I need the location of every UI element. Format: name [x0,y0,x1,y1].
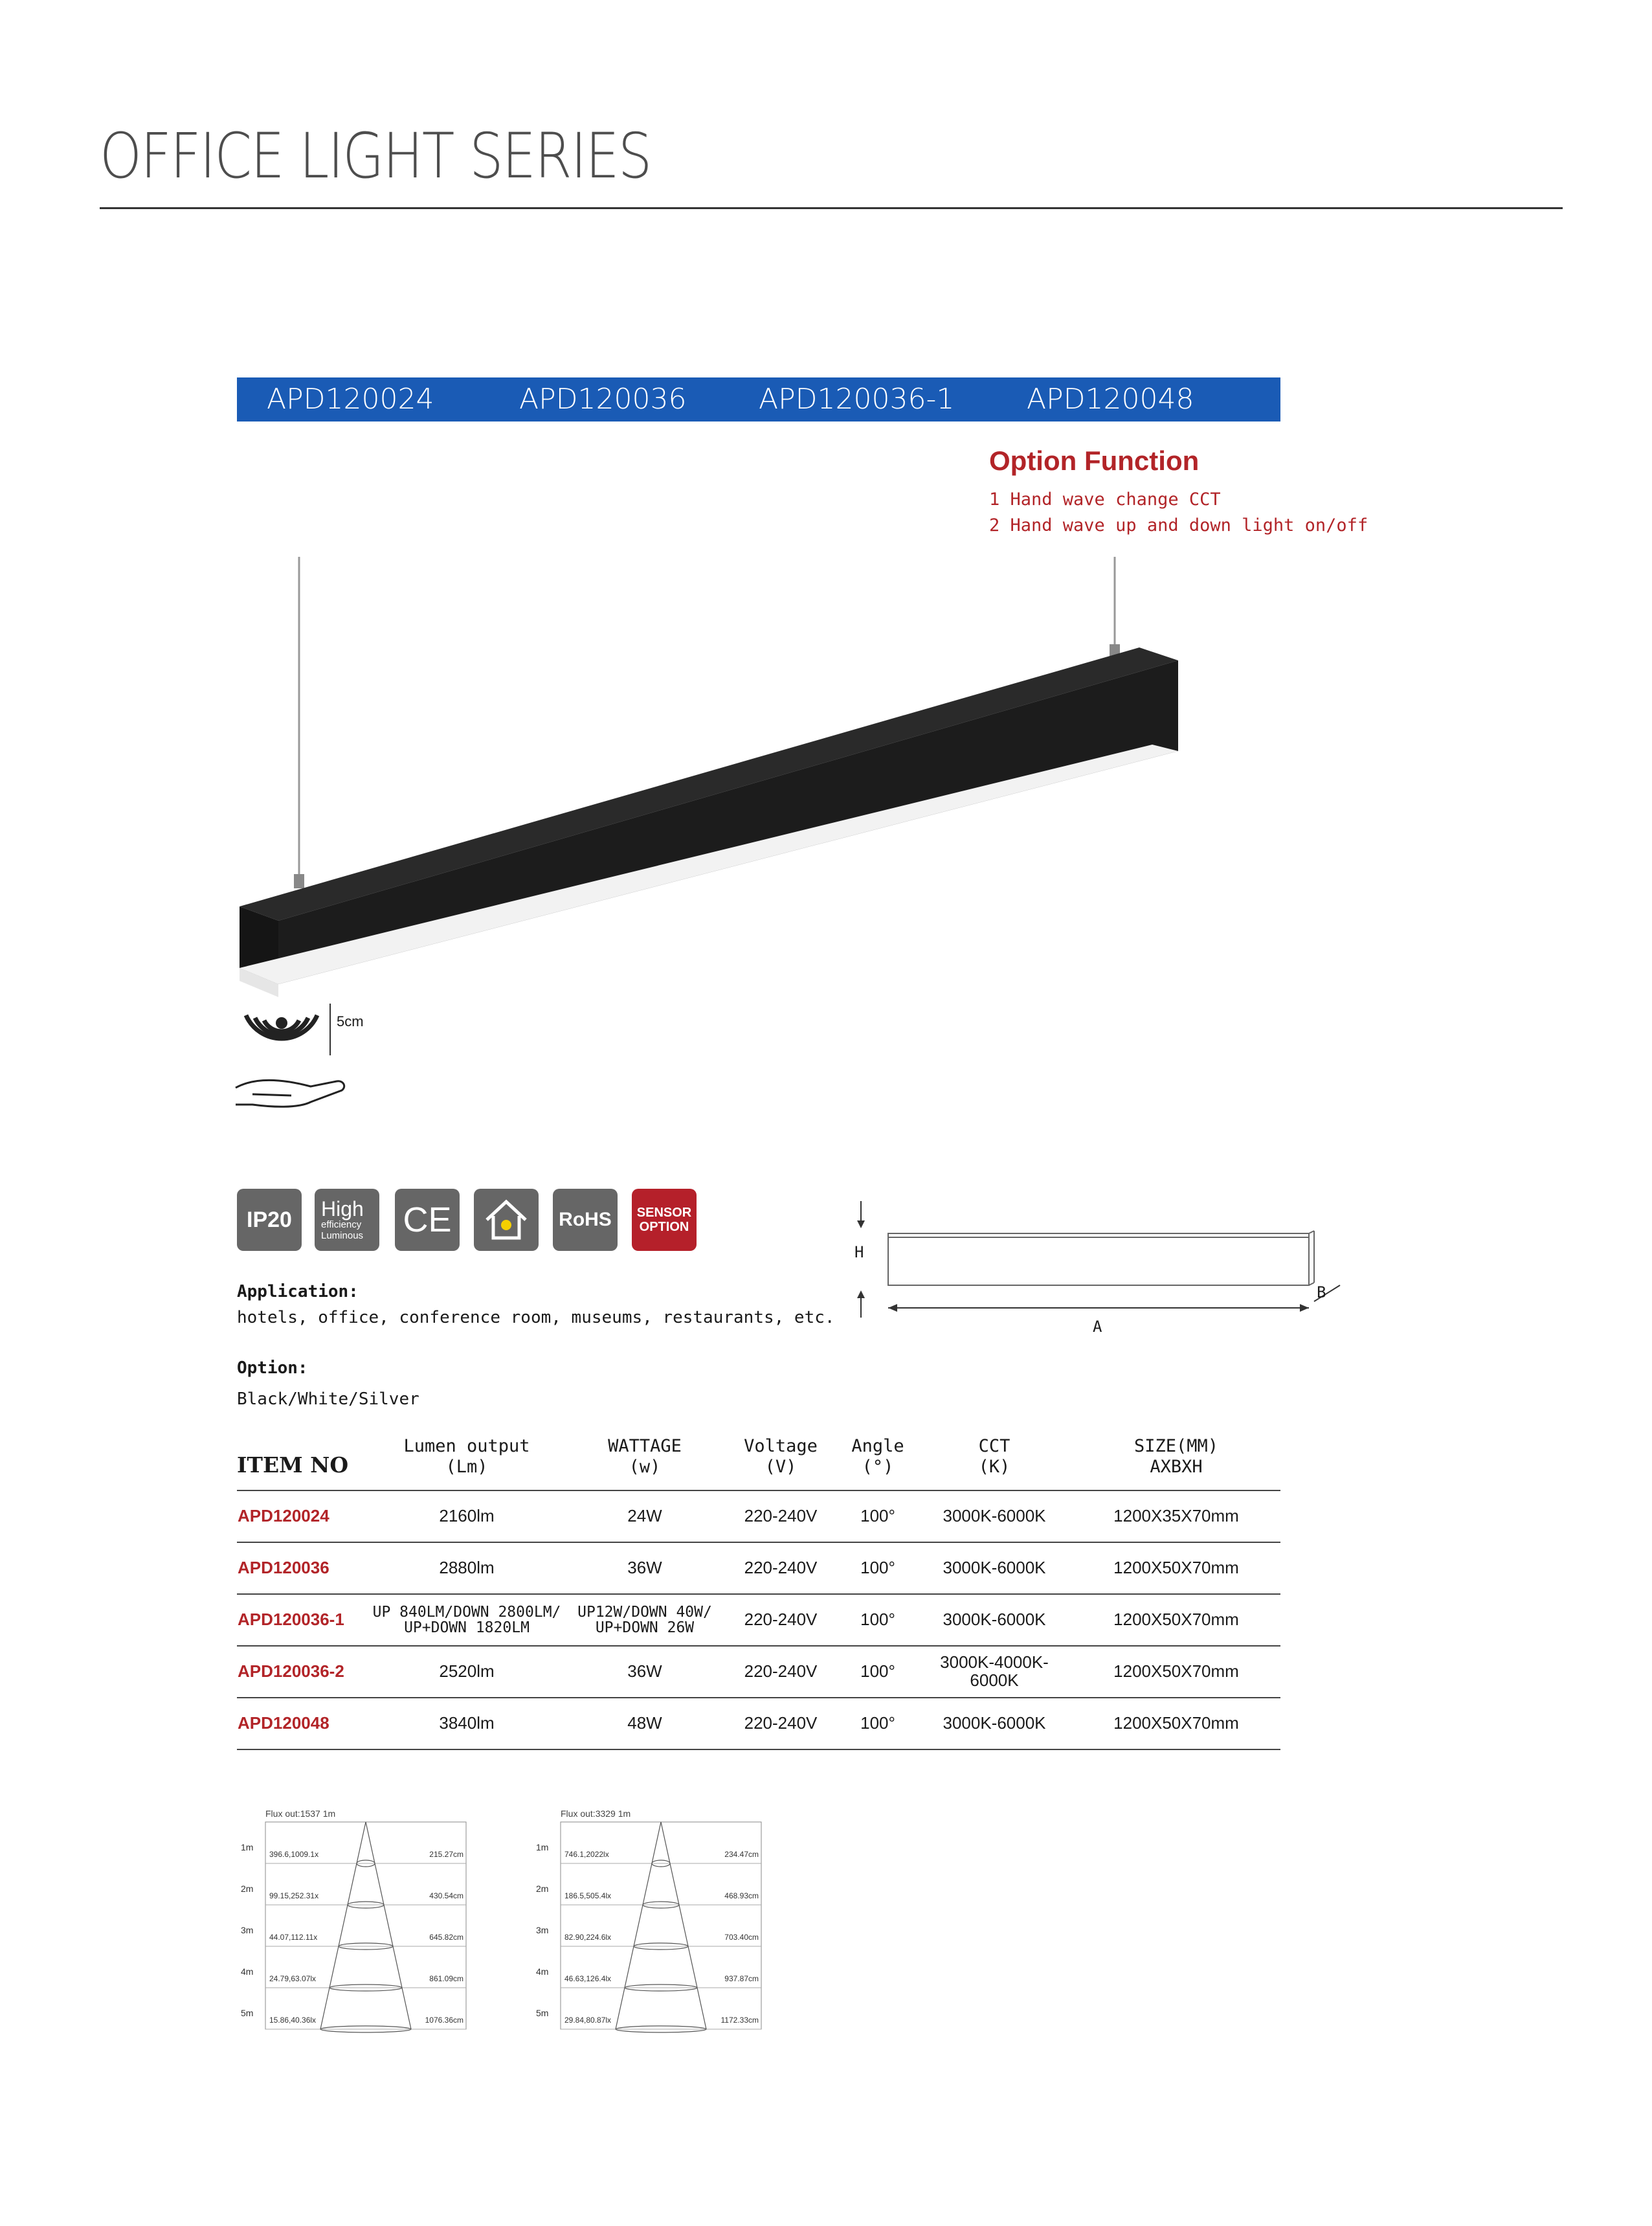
cell-angle: 100° [839,1698,917,1749]
cell-model: APD120036-2 [237,1646,366,1698]
cone-edge [320,1822,366,2029]
high-efficiency-badge [315,1189,379,1251]
chart-distance-label: 1m [241,1842,254,1852]
photometric-chart [240,1806,479,2072]
chart-diameter-label: 937.87cm [724,1974,759,1983]
cell-cct: 3000K-4000K-6000K [917,1646,1072,1698]
chart-diameter-label: 861.09cm [429,1974,463,1983]
cell-model: APD120036-1 [237,1594,366,1646]
cell-lumen: UP 840LM/DOWN 2800LM/ UP+DOWN 1820LM [366,1594,567,1646]
chart-diameter-label: 1172.33cm [720,2016,759,2025]
cell-size: 1200X50X70mm [1072,1698,1280,1749]
model-bar-item: APD120048 [1027,383,1194,416]
header-size: SIZE(MM) AXBXH [1072,1436,1280,1490]
model-bar-item: APD120036-1 [759,383,955,416]
dim-h-label: H [854,1243,864,1261]
header-voltage: Voltage (V) [722,1436,839,1490]
house-icon [480,1194,532,1246]
cell-wattage: 48W [567,1698,722,1749]
model-bar-item: APD120036 [519,383,687,416]
chart-diameter-label: 468.93cm [724,1891,759,1900]
cell-wattage: 24W [567,1490,722,1542]
cell-voltage: 220-240V [722,1490,839,1542]
cell-angle: 100° [839,1490,917,1542]
sensor-distance-label: 5cm [337,1013,364,1029]
model-bar-item: APD120024 [267,383,434,416]
cell-voltage: 220-240V [722,1594,839,1646]
option-function-item: 2 Hand wave up and down light on/off [989,515,1368,535]
cell-lumen: 3840lm [366,1698,567,1749]
table-row [237,1594,1280,1646]
header-wattage: WATTAGE (w) [567,1436,722,1490]
page-title: OFFICE LIGHT SERIES [100,120,651,192]
chart-lux-label: 29.84,80.87lx [564,2016,612,2025]
rohs-label: RoHS [559,1209,612,1230]
chart-distance-label: 5m [536,2008,549,2018]
cone-edge [661,1822,706,2029]
cell-size: 1200X50X70mm [1072,1542,1280,1594]
table-header-row [237,1436,1280,1490]
chart-lux-label: 396.6,1009.1x [269,1850,319,1859]
cell-voltage: 220-240V [722,1646,839,1698]
cell-wattage: 36W [567,1542,722,1594]
chart-lux-label: 186.5,505.4lx [564,1891,612,1900]
cell-wattage: UP12W/DOWN 40W/ UP+DOWN 26W [567,1594,722,1646]
chart-lux-label: 746.1,2022lx [564,1850,609,1859]
option-text: Black/White/Silver [237,1389,419,1409]
option-label: OPTION [639,1220,689,1234]
product-image [233,544,1243,1127]
rohs-badge [553,1189,618,1251]
chart-lux-label: 15.86,40.36lx [269,2016,317,2025]
cell-voltage: 220-240V [722,1542,839,1594]
cell-size: 1200X50X70mm [1072,1594,1280,1646]
model-bar [237,377,1280,422]
cell-cct: 3000K-6000K [917,1594,1072,1646]
ce-mark: CE [403,1200,452,1239]
ip-rating-label: IP20 [247,1207,292,1232]
chart-distance-label: 3m [536,1925,549,1935]
chart-diameter-label: 234.47cm [724,1850,759,1859]
dim-b-label: B [1317,1283,1326,1301]
cell-angle: 100° [839,1542,917,1594]
efficiency-label: efficiency [321,1219,362,1230]
chart-lux-label: 24.79,63.07lx [269,1974,317,1983]
cell-wattage: 36W [567,1646,722,1698]
chart-distance-label: 3m [241,1925,254,1935]
sensor-option-badge [632,1189,697,1251]
chart-distance-label: 1m [536,1842,549,1852]
cell-cct: 3000K-6000K [917,1490,1072,1542]
motion-sensor-icon [246,1004,330,1055]
chart-header: Flux out:1537 1m [265,1808,336,1819]
cone-edge [616,1822,661,2029]
chart-distance-label: 5m [241,2008,254,2018]
smart-home-badge [474,1189,539,1251]
cell-cct: 3000K-6000K [917,1698,1072,1749]
option-function-title: Option Function [989,445,1200,476]
cone-edge [366,1822,411,2029]
table-row [237,1542,1280,1594]
cell-lumen: 2160lm [366,1490,567,1542]
dim-a-label: A [1093,1318,1102,1336]
header-angle: Angle (°) [839,1436,917,1490]
chart-distance-label: 4m [536,1966,549,1977]
cell-model: APD120036 [237,1542,366,1594]
cell-angle: 100° [839,1646,917,1698]
chart-diameter-label: 215.27cm [429,1850,463,1859]
cell-size: 1200X35X70mm [1072,1490,1280,1542]
chart-diameter-label: 645.82cm [429,1933,463,1942]
hand-icon [236,1080,344,1107]
sensor-label: SENSOR [636,1206,692,1220]
cell-cct: 3000K-6000K [917,1542,1072,1594]
title-divider [100,207,1563,209]
chart-diameter-label: 703.40cm [724,1933,759,1942]
header-cct: CCT (K) [917,1436,1072,1490]
high-label: High [321,1197,364,1220]
chart-lux-label: 99.15,252.31x [269,1891,319,1900]
table-row [237,1646,1280,1698]
chart-lux-label: 82.90,224.6lx [564,1933,612,1942]
chart-header: Flux out:3329 1m [561,1808,631,1819]
photometric-chart [535,1806,774,2072]
chart-distance-label: 2m [241,1883,254,1894]
chart-distance-label: 4m [241,1966,254,1977]
table-row [237,1698,1280,1749]
spec-table [237,1436,1280,1750]
chart-lux-label: 46.63,126.4lx [564,1974,612,1983]
chart-distance-label: 2m [536,1883,549,1894]
application-text: hotels, office, conference room, museums, restaurants, etc. [237,1308,835,1327]
cell-lumen: 2520lm [366,1646,567,1698]
option-label: Option: [237,1358,308,1378]
table-row [237,1490,1280,1542]
application-label: Application: [237,1282,359,1301]
cell-voltage: 220-240V [722,1698,839,1749]
chart-lux-label: 44.07,112.11x [269,1933,318,1942]
chart-diameter-label: 430.54cm [429,1891,463,1900]
cell-angle: 100° [839,1594,917,1646]
cell-model: APD120024 [237,1490,366,1542]
header-lumen: Lumen output (Lm) [366,1436,567,1490]
luminous-label: Luminous [321,1230,364,1241]
ip-rating-badge [237,1189,302,1251]
chart-diameter-label: 1076.36cm [425,2016,463,2025]
cell-lumen: 2880lm [366,1542,567,1594]
cell-model: APD120048 [237,1698,366,1749]
ce-badge [395,1189,460,1251]
option-function-item: 1 Hand wave change CCT [989,489,1221,510]
header-item: ITEM NO [237,1436,366,1490]
cell-size: 1200X50X70mm [1072,1646,1280,1698]
